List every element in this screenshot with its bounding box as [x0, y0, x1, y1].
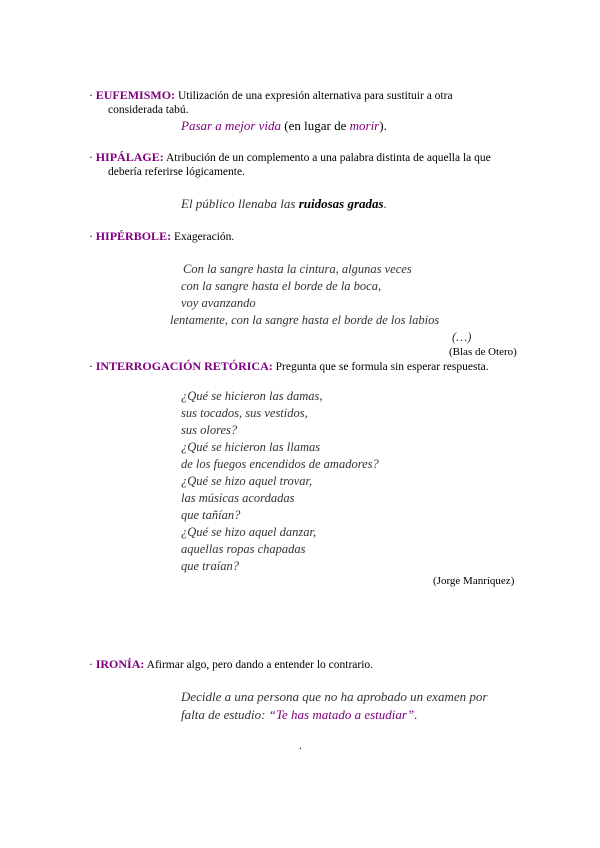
interrogacion-entry: [89, 359, 489, 375]
hipalage-entry: [89, 150, 491, 166]
poem-line: Con la sangre hasta la cintura, algunas veces: [183, 262, 412, 276]
footer-mark: .: [299, 740, 302, 752]
bullet: ·: [89, 90, 93, 102]
definition: Utilización de una expresión alternativa para sustituir a otra: [177, 90, 453, 102]
poem-line: ¿Qué se hicieron las llamas: [181, 440, 321, 454]
term-interrogacion-retorica: INTERROGACIÓN RETÓRICA:: [95, 359, 273, 373]
definition-continued: considerada tabú.: [108, 104, 189, 116]
poem-line: ¿Qué se hizo aquel trovar,: [181, 474, 313, 488]
poem-line: lentamente, con la sangre hasta el borde de los labios: [170, 313, 440, 327]
eufemismo-entry: [89, 88, 453, 104]
example-phrase: Pasar a mejor vida: [181, 118, 282, 133]
term-eufemismo: EUFEMISMO:: [95, 88, 176, 102]
definition: Exageración.: [173, 231, 235, 243]
poem-line: de los fuegos encendidos de amadores?: [181, 457, 379, 471]
term-hipalage: HIPÁLAGE:: [95, 150, 164, 164]
poem-line: sus tocados, sus vestidos,: [181, 406, 308, 420]
eufemismo-example: [181, 118, 387, 134]
citation: (Jorge Manríquez): [433, 575, 515, 587]
example-close: ).: [379, 118, 387, 133]
definition: Afirmar algo, pero dando a entender lo contrario.: [146, 659, 374, 671]
ironia-example-line: [181, 706, 417, 724]
definition: Pregunta que se formula sin esperar respuesta.: [275, 361, 489, 373]
bullet: ·: [89, 231, 93, 243]
example-word: morir: [349, 118, 380, 133]
hiperbole-entry: [89, 229, 234, 245]
poem-line: ¿Qué se hicieron las damas,: [181, 389, 323, 403]
definition: Atribución de un complemento a una palabra distinta de aquella la que: [165, 152, 491, 164]
citation: (Blas de Otero): [449, 346, 517, 358]
bullet: ·: [89, 152, 93, 164]
poem-line: ¿Qué se hizo aquel danzar,: [181, 525, 317, 539]
example-period: .: [383, 196, 387, 211]
example-text: (en lugar de: [281, 118, 350, 133]
example-quote: “Te has matado a estudiar”.: [268, 707, 418, 722]
poem-ellipsis: (…): [452, 330, 472, 344]
example-emphasis: ruidosas gradas: [298, 196, 384, 211]
hipalage-example: [181, 196, 387, 212]
example-text: El público llenaba las: [181, 196, 299, 211]
bullet: ·: [89, 659, 93, 671]
poem-line: aquellas ropas chapadas: [181, 542, 306, 556]
ironia-entry: [89, 657, 373, 673]
poem-line: con la sangre hasta el borde de la boca,: [181, 279, 382, 293]
ironia-example-line: Decidle a una persona que no ha aprobado un examen por: [181, 689, 488, 704]
example-text: falta de estudio:: [181, 707, 269, 722]
definition-continued: debería referirse lógicamente.: [108, 166, 245, 178]
poem-line: que tañían?: [181, 508, 241, 522]
poem-line: sus olores?: [181, 423, 238, 437]
bullet: ·: [89, 361, 93, 373]
poem-line: las músicas acordadas: [181, 491, 295, 505]
term-hiperbole: HIPÉRBOLE:: [95, 229, 172, 243]
poem-line: voy avanzando: [181, 296, 256, 310]
poem-line: que traían?: [181, 559, 239, 573]
term-ironia: IRONÍA:: [95, 657, 145, 671]
